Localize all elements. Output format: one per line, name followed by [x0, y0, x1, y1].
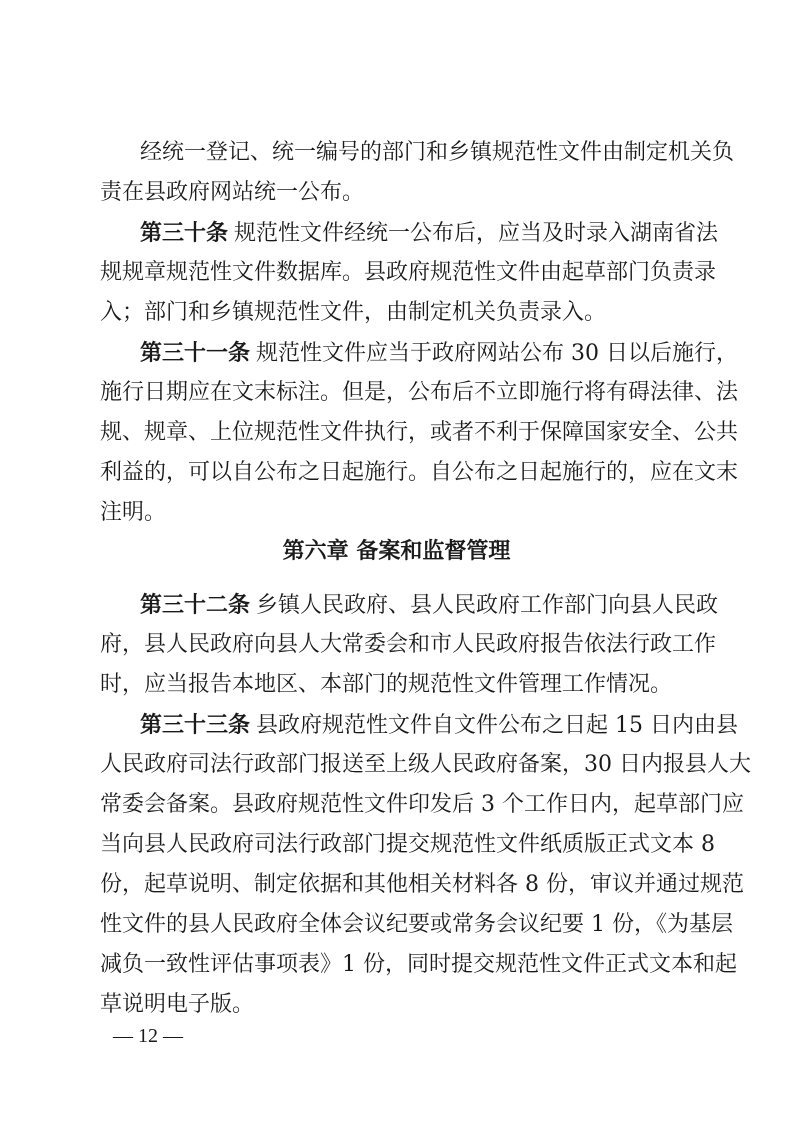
paragraph-text: 规范性文件应当于政府网站公布 30 日以后施行， [256, 341, 738, 366]
article-number: 第三十三条 [140, 712, 251, 738]
paragraph-line: 性文件的县人民政府全体会议纪要或常务会议纪要 1 份，《为基层 [100, 912, 733, 937]
paragraph-line: 当向县人民政府司法行政部门提交规范性文件纸质版正式文本 8 [100, 832, 715, 857]
paragraph-line: 注明。 [100, 500, 167, 525]
paragraph-line [140, 216, 719, 251]
paragraph-line: 草说明电子版。 [100, 992, 255, 1017]
page-number: — 12 — [113, 1025, 183, 1047]
paragraph-line: 入；部门和乡镇规范性文件，由制定机关负责录入。 [100, 300, 607, 325]
paragraph-line: 人民政府司法行政部门报送至上级人民政府备案，30 日内报县人大 [100, 752, 751, 777]
paragraph-line: 份，起草说明、制定依据和其他相关材料各 8 份，审议并通过规范 [100, 872, 744, 897]
paragraph-text: 县政府规范性文件自文件公布之日起 15 日内由县 [256, 713, 738, 738]
article-number: 第三十一条 [140, 340, 251, 366]
paragraph-line: 规规章规范性文件数据库。县政府规范性文件由起草部门负责录 [100, 260, 717, 285]
paragraph-line: 经统一登记、统一编号的部门和乡镇规范性文件由制定机关负 [140, 140, 735, 165]
article-number: 第三十条 [140, 220, 229, 246]
paragraph-line: 常委会备案。县政府规范性文件印发后 3 个工作日内，起草部门应 [100, 792, 744, 817]
paragraph-line: 规、规章、上位规范性文件执行，或者不利于保障国家安全、公共 [100, 420, 739, 445]
paragraph-line: 减负一致性评估事项表》1 份，同时提交规范性文件正式文本和起 [100, 952, 737, 977]
paragraph-text: 乡镇人民政府、县人民政府工作部门向县人民政 [256, 593, 719, 618]
paragraph-line: 责在县政府网站统一公布。 [100, 180, 365, 205]
paragraph-line [140, 336, 738, 371]
paragraph-line: 施行日期应在文末标注。但是，公布后不立即施行将有碍法律、法 [100, 380, 739, 405]
paragraph-line [140, 588, 719, 623]
paragraph-line: 利益的，可以自公布之日起施行。自公布之日起施行的，应在文末 [100, 460, 739, 485]
paragraph-line: 府，县人民政府向县人大常委会和市人民政府报告依法行政工作 [100, 632, 717, 657]
paragraph-line [140, 708, 738, 743]
paragraph-line: 时，应当报告本地区、本部门的规范性文件管理工作情况。 [100, 672, 673, 697]
article-number: 第三十二条 [140, 592, 251, 618]
paragraph-text: 规范性文件经统一公布后，应当及时录入湖南省法 [234, 221, 719, 246]
chapter-title: 第六章 备案和监督管理 [282, 539, 511, 564]
